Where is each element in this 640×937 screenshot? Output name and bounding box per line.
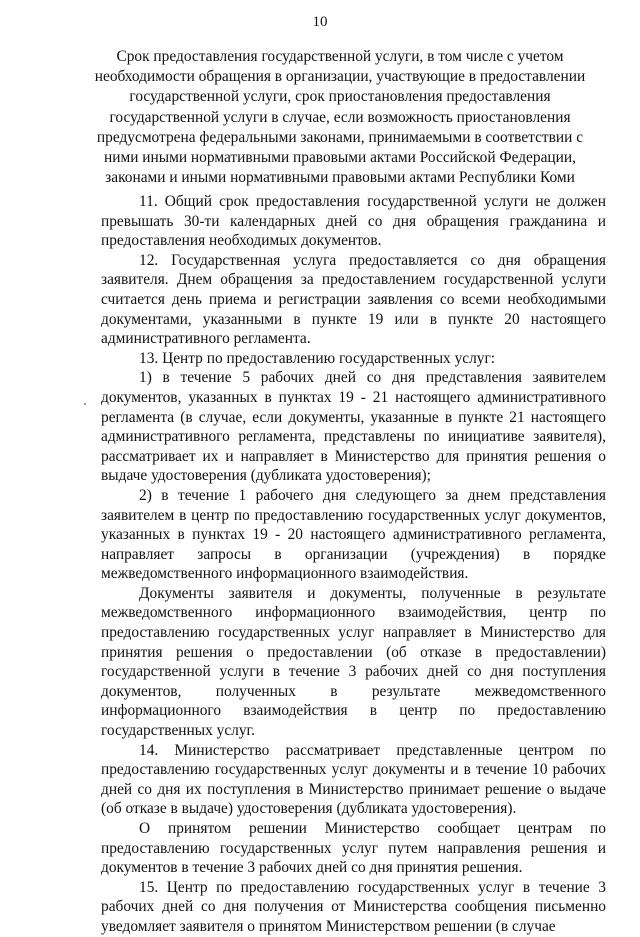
page-number: 10 (312, 14, 328, 30)
paragraph-11: 11. Общий срок предоставления государственной услуги не должен превышать 30-ти календарных дней со дня обращения гражданина и предоставления необходимых документов. (101, 193, 606, 250)
paragraph-15: 15. Центр по предоставлению государственных услуг в течение 3 рабочих дней со дня получения от Министерства сообщения письменно уведомляет заявителя о принятом Министерством решении (в случае (101, 878, 606, 935)
paragraph-14: 14. Министерство рассматривает представленные центром по предоставлению государственных услуг документы и в течение 10 рабочих дней со дня их поступления в Министерство принимает решение о выдаче (об отказе в выдаче) удостоверения (дубликата удостоверения). (101, 741, 606, 818)
section-heading: Срок предоставления государственной услуги, в том числе с учетом необходимости обращения в организации, участвующие в предоставлении государственной услуги, срок приостановления предоставления государственной услуги в случае, если возможность приостановления предусмотрена федеральными законами, принимаемыми в соответствии с ними иными нормативными правовыми актами Российской Федерации, законами и иными нормативными правовыми актами Республики Коми (94, 48, 586, 187)
paragraph-13: 13. Центр по предоставлению государственных услуг: (139, 349, 496, 367)
body-text (101, 192, 606, 937)
paragraph-12: 12. Государственная услуга предоставляется со дня обращения заявителя. Днем обращения за предоставлением государственной услуги считается день приема и регистрации заявления со всеми необходимыми документами, указанными в пункте 19 или в пункте 20 настоящего административного регламента. (101, 251, 606, 348)
paragraph-documents: Документы заявителя и документы, полученные в результате межведомственного информационного взаимодействия, центр по предоставлению государственных услуг направляет в Министерство для принятия решения о предоставлении (об отказе в предоставлении) государственной услуги в течение 3 рабочих дней со дня поступления документов, полученных в результате межведомственного информационного взаимодействия в центр по предоставлению государственных услуг. (101, 584, 606, 740)
paragraph-decision-notice: О принятом решении Министерство сообщает центрам по предоставлению государственных услуг путем направления решения и документов в течение 3 рабочих дней со дня принятия решения. (101, 820, 606, 877)
scan-speck (84, 403, 86, 405)
paragraph-13-item-2: 2) в течение 1 рабочего дня следующего за днем представления заявителем в центр по предоставлению государственных услуг документов, указанных в пунктах 19 - 20 настоящего административного регламента, направляет запросы в организации (учреждения) в порядке межведомственного информационного взаимодействия. (101, 486, 606, 583)
paragraph-13-item-1: 1) в течение 5 рабочих дней со дня представления заявителем документов, указанных в пунктах 19 - 21 настоящего административного регламента (в случае, если документы, указанные в пункте 21 настоящего административного регламента, представлены по инициативе заявителя), рассматривает их и направляет в Министерство для принятия решения о выдаче удостоверения (дубликата удостоверения); (101, 369, 606, 485)
